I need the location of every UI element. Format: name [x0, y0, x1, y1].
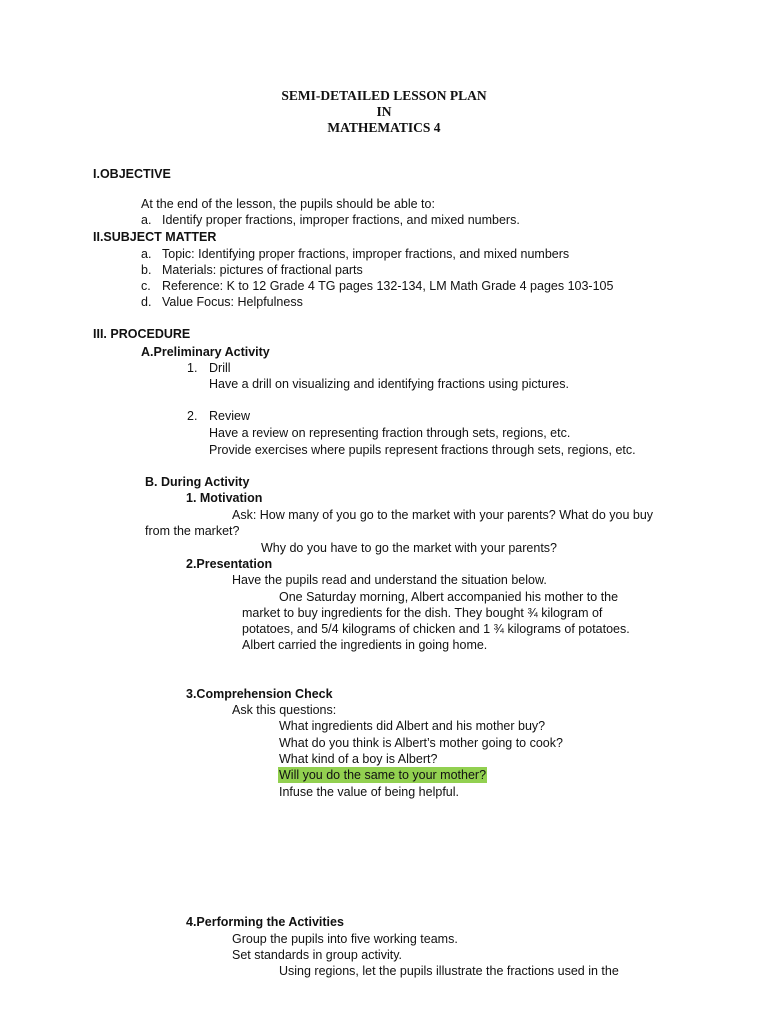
- preliminary-activity-heading: A.Preliminary Activity: [141, 345, 270, 359]
- motivation-line-3: Why do you have to go the market with your parents?: [261, 541, 557, 555]
- objective-item-a-marker: a.: [141, 213, 152, 227]
- review-line-1: Have a review on representing fraction through sets, regions, etc.: [209, 426, 571, 440]
- story-line-1: One Saturday morning, Albert accompanied his mother to the: [279, 590, 619, 604]
- story-line-2: market to buy ingredients for the dish. They bought ¾ kilogram of: [242, 606, 603, 620]
- drill-marker: 1.: [187, 361, 198, 375]
- doc-title-line-1: SEMI-DETAILED LESSON PLAN: [281, 88, 487, 103]
- subject-item-value-focus: Value Focus: Helpfulness: [162, 295, 303, 309]
- motivation-line-1: Ask: How many of you go to the market with your parents? What do you buy: [232, 508, 654, 522]
- objective-intro: At the end of the lesson, the pupils should be able to:: [141, 197, 435, 211]
- comprehension-intro: Ask this questions:: [232, 703, 337, 717]
- drill-title: Drill: [209, 361, 231, 375]
- doc-title-line-3: MATHEMATICS 4: [327, 120, 441, 135]
- subject-item-reference: Reference: K to 12 Grade 4 TG pages 132-134, LM Math Grade 4 pages 103-105: [162, 279, 614, 293]
- activities-line-2: Set standards in group activity.: [232, 948, 402, 962]
- objective-item-a: Identify proper fractions, improper fractions, and mixed numbers.: [162, 213, 520, 227]
- subject-item-a-marker: a.: [141, 247, 152, 261]
- question-1: What ingredients did Albert and his mother buy?: [279, 719, 546, 733]
- value-infusion: Infuse the value of being helpful.: [279, 785, 459, 799]
- doc-title-line-2: IN: [376, 104, 392, 119]
- objective-heading: I.OBJECTIVE: [93, 167, 171, 181]
- comprehension-check-heading: 3.Comprehension Check: [186, 687, 333, 701]
- motivation-heading: 1. Motivation: [186, 491, 263, 505]
- subject-item-c-marker: c.: [141, 279, 151, 293]
- presentation-heading: 2.Presentation: [186, 557, 273, 571]
- subject-item-b-marker: b.: [141, 263, 152, 277]
- review-title: Review: [209, 409, 250, 423]
- subject-matter-heading: II.SUBJECT MATTER: [93, 230, 217, 244]
- activities-line-3: Using regions, let the pupils illustrate the fractions used in the: [279, 964, 619, 978]
- activities-line-1: Group the pupils into five working teams.: [232, 932, 458, 946]
- procedure-heading: III. PROCEDURE: [93, 327, 191, 341]
- story-line-3: potatoes, and 5/4 kilograms of chicken and 1 ¾ kilograms of potatoes.: [242, 622, 630, 636]
- story-line-4: Albert carried the ingredients in going home.: [242, 638, 488, 652]
- drill-text: Have a drill on visualizing and identifying fractions using pictures.: [209, 377, 569, 391]
- review-line-2: Provide exercises where pupils represent fractions through sets, regions, etc.: [209, 443, 636, 457]
- question-2: What do you think is Albert’s mother going to cook?: [279, 736, 563, 750]
- presentation-intro: Have the pupils read and understand the situation below.: [232, 573, 547, 587]
- performing-activities-heading: 4.Performing the Activities: [186, 915, 344, 929]
- subject-item-d-marker: d.: [141, 295, 152, 309]
- review-marker: 2.: [187, 409, 198, 423]
- subject-item-topic: Topic: Identifying proper fractions, improper fractions, and mixed numbers: [162, 247, 570, 261]
- motivation-line-2: from the market?: [145, 524, 240, 538]
- question-3: What kind of a boy is Albert?: [279, 752, 438, 766]
- during-activity-heading: B. During Activity: [145, 475, 250, 489]
- subject-item-materials: Materials: pictures of fractional parts: [162, 263, 363, 277]
- question-4-highlighted: Will you do the same to your mother?: [279, 768, 487, 782]
